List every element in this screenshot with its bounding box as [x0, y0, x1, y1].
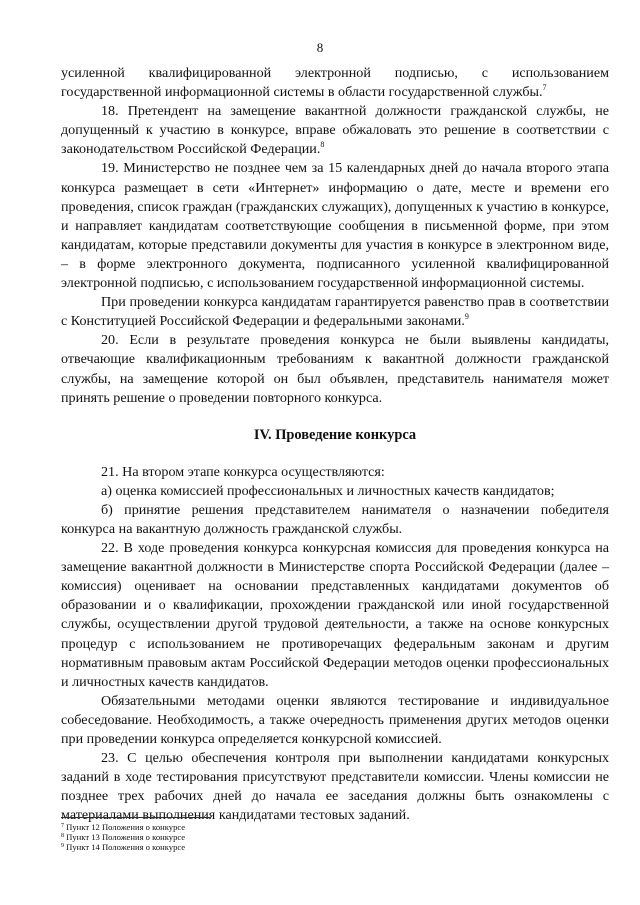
paragraph-21: 21. На втором этапе конкурса осуществляются: [101, 463, 385, 480]
footnote-ref: 9 [464, 312, 469, 322]
list-item-b: б) принятие решения представителем нанимателя о назначении победителя конкурса на вакантную должность гражданской службы. [61, 501, 609, 537]
footnote-divider [61, 817, 211, 818]
document-body [61, 64, 609, 825]
paragraph-18: 18. Претендент на замещение вакантной должности гражданской службы, не допущенный к участию в конкурсе, вправе обжаловать это решение в соответствии с законодательством Российской Федерации.$^8$ [61, 103, 609, 158]
paragraph-23: 23. С целью обеспечения контроля при выполнении кандидатами конкурсных заданий в ходе тестирования присутствуют представители комиссии. Члены комиссии не позднее трех рабочих дней до начала ее заседания должны быть ознакомлены с материалами выполнения кандидатами тестовых заданий. [61, 750, 609, 824]
footnotes [61, 822, 461, 852]
footnote: $^8$ Пункт 13 Положения о конкурсе [61, 832, 186, 842]
list-item-a: а) оценка комиссией профессиональных и личностных качеств кандидатов; [101, 482, 555, 499]
paragraph-continuation: усиленной квалифицированной электронной подписью, с использованием государственной информационной системы в области государственной службы.$^7$ [61, 65, 609, 101]
footnote: $^9$ Пункт 14 Положения о конкурсе [61, 842, 186, 852]
paragraph-19: 19. Министерство не позднее чем за 15 календарных дней до начала второго этапа конкурса размещает в сети «Интернет» информацию о дате, месте и времени его проведения, список граждан (гражданских служащих), допущенных к участию в конкурсе, и направляет кандидатам соответствующие сообщения в письменной форме, при этом кандидатам, которые представили документы для участия в конкурсе в электронном виде, – в форме электронного документа, подписанного усиленной квалифицированной электронной подписью, с использованием государственной информационной системы. [61, 160, 609, 292]
footnote-ref: 8 [320, 140, 325, 150]
paragraph-methods: Обязательными методами оценки являются тестирование и индивидуальное собеседование. Необходимость, а также очередность применения других методов оценки при проведении конкурса определяется конкурсной комиссией. [61, 692, 609, 747]
paragraph-22: 22. В ходе проведения конкурса конкурсная комиссия для проведения конкурса на замещение вакантной должности в Министерстве спорта Российской Федерации (далее – комиссия) оценивает на основании представленных кандидатами документов об образовании и о квалификации, прохождении гражданской или иной государственной службы, осуществлении другой трудовой деятельности, а также на основе конкурсных процедур с использованием не противоречащих федеральным законам и другим нормативным правовым актам Российской Федерации методов оценки профессиональных и личностных качеств кандидатов. [61, 540, 609, 690]
footnote: $^7$ Пункт 12 Положения о конкурсе [61, 822, 186, 832]
section-heading: IV. Проведение конкурса [253, 426, 417, 443]
page-number: 8 [316, 40, 324, 55]
paragraph-20: 20. Если в результате проведения конкурса не были выявлены кандидаты, отвечающие квалификационным требованиям к вакантной должности гражданской службы, на замещение которой он был объявлен, представитель нанимателя может принять решение о проведении повторного конкурса. [61, 332, 609, 406]
paragraph-equality: При проведении конкурса кандидатам гарантируется равенство прав в соответствии с Конституцией Российской Федерации и федеральными законами.$^9$ [61, 294, 609, 330]
footnote-ref: 7 [542, 83, 547, 93]
